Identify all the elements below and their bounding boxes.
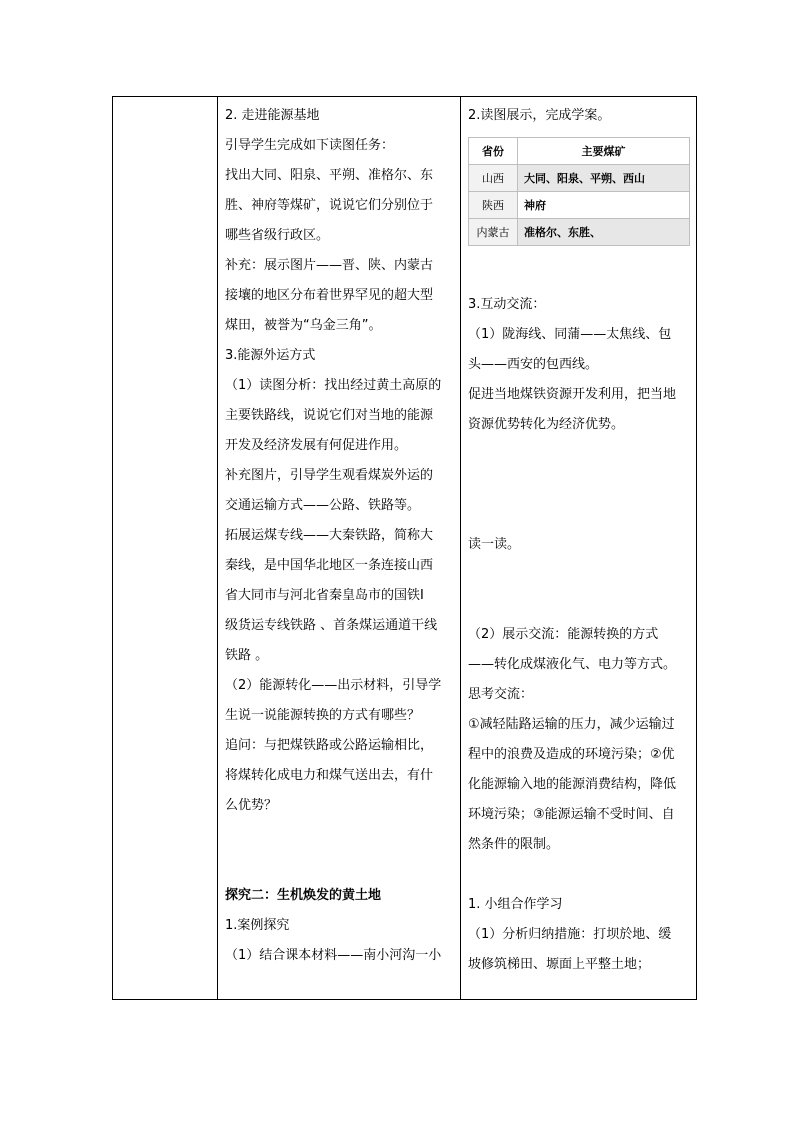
- table-header-row: [469, 138, 690, 165]
- column-header: 主要煤矿: [518, 138, 690, 165]
- text-line: 2.读图展示，完成学案。: [468, 108, 611, 123]
- teacher-activity-column: [217, 97, 460, 999]
- text-line: 化能源输入地的能源消费结构，降低: [468, 777, 677, 792]
- text-line: （1）分析归纳措施：打坝於地、缓: [468, 927, 672, 942]
- text-line: 引导学生完成如下读图任务：: [225, 138, 395, 153]
- text-line: 哪些省级行政区。: [225, 228, 330, 243]
- lesson-table: [112, 96, 697, 1000]
- text-line: 拓展运煤专线——大秦铁路，简称大: [225, 528, 434, 543]
- text-line: 铁路 。: [225, 648, 269, 663]
- table-row: [469, 192, 690, 219]
- text-line: （1）结合课本材料——南小河沟一小: [225, 948, 442, 963]
- student-activity-column: [460, 97, 698, 999]
- column-header: 省份: [469, 138, 518, 165]
- text-line: 思考交流：: [468, 687, 534, 702]
- province-cell: 内蒙古: [469, 219, 518, 246]
- mines-cell: 准格尔、东胜、: [518, 219, 690, 246]
- text-line: 补充图片，引导学生观看煤炭外运的: [225, 468, 434, 483]
- text-line: 追问：与把煤铁路或公路运输相比，: [225, 738, 434, 753]
- text-line: 生说一说能源转换的方式有哪些？: [225, 708, 421, 723]
- text-line: 秦线，是中国华北地区一条连接山西: [225, 558, 434, 573]
- text-line: （2）能源转化——出示材料，引导学: [225, 678, 442, 693]
- text-line: （2）展示交流：能源转换的方式: [468, 627, 659, 642]
- table-row: [469, 219, 690, 246]
- text-line: 交通运输方式——公路、铁路等。: [225, 498, 421, 513]
- text-line: 补充：展示图片——晋、陕、内蒙古: [225, 258, 434, 273]
- text-line: 然条件的限制。: [468, 837, 560, 852]
- text-line: 促进当地煤铁资源开发利用，把当地: [468, 387, 677, 402]
- text-line: 么优势？: [225, 798, 278, 813]
- text-line: 找出大同、阳泉、平朔、准格尔、东: [225, 168, 434, 183]
- text-line: 读一读。: [468, 537, 521, 552]
- text-line: 开发及经济发展有何促进作用。: [225, 438, 408, 453]
- text-line: 胜、神府等煤矿，说说它们分别位于: [225, 198, 434, 213]
- text-line: 1. 小组合作学习: [468, 897, 563, 912]
- text-line: 坡修筑梯田、塬面上平整土地；: [468, 957, 651, 972]
- text-line: 将煤转化成电力和煤气送出去，有什: [225, 768, 434, 783]
- mines-cell: 神府: [518, 192, 690, 219]
- text-line: 程中的浪费及造成的环境污染；②优: [468, 747, 675, 762]
- text-line: （1）陇海线、同蒲——太焦线、包: [468, 327, 672, 342]
- text-line: 主要铁路线，说说它们对当地的能源: [225, 408, 434, 423]
- text-line: 3.能源外运方式: [225, 348, 316, 363]
- text-line: ①减轻陆路运输的压力，减少运输过: [468, 717, 675, 732]
- text-line: 资源优势转化为经济优势。: [468, 417, 625, 432]
- section-title: 探究二：生机焕发的黄土地: [225, 888, 382, 903]
- province-cell: 陕西: [469, 192, 518, 219]
- mines-cell: 大同、阳泉、平朔、西山: [518, 165, 690, 192]
- text-line: 1.案例探究: [225, 918, 290, 933]
- text-line: ——转化成煤液化气、电力等方式。: [468, 657, 677, 672]
- text-line: 环境污染；③能源运输不受时间、自: [468, 807, 675, 822]
- province-cell: 山西: [469, 165, 518, 192]
- text-line: 省大同市与河北省秦皇岛市的国铁Ⅰ: [225, 588, 424, 603]
- table-row: [469, 165, 690, 192]
- text-line: 3.互动交流：: [468, 297, 546, 312]
- text-line: （1）读图分析：找出经过黄土高原的: [225, 378, 442, 393]
- text-line: 级货运专线铁路 、首条煤运通道干线: [225, 618, 438, 633]
- text-line: 接壤的地区分布着世界罕见的超大型: [225, 288, 434, 303]
- text-line: 煤田，被誉为“乌金三角”。: [225, 318, 382, 333]
- text-line: 头——西安的包西线。: [468, 357, 599, 372]
- coal-mine-table: [468, 137, 690, 246]
- text-line: 2. 走进能源基地: [225, 108, 320, 123]
